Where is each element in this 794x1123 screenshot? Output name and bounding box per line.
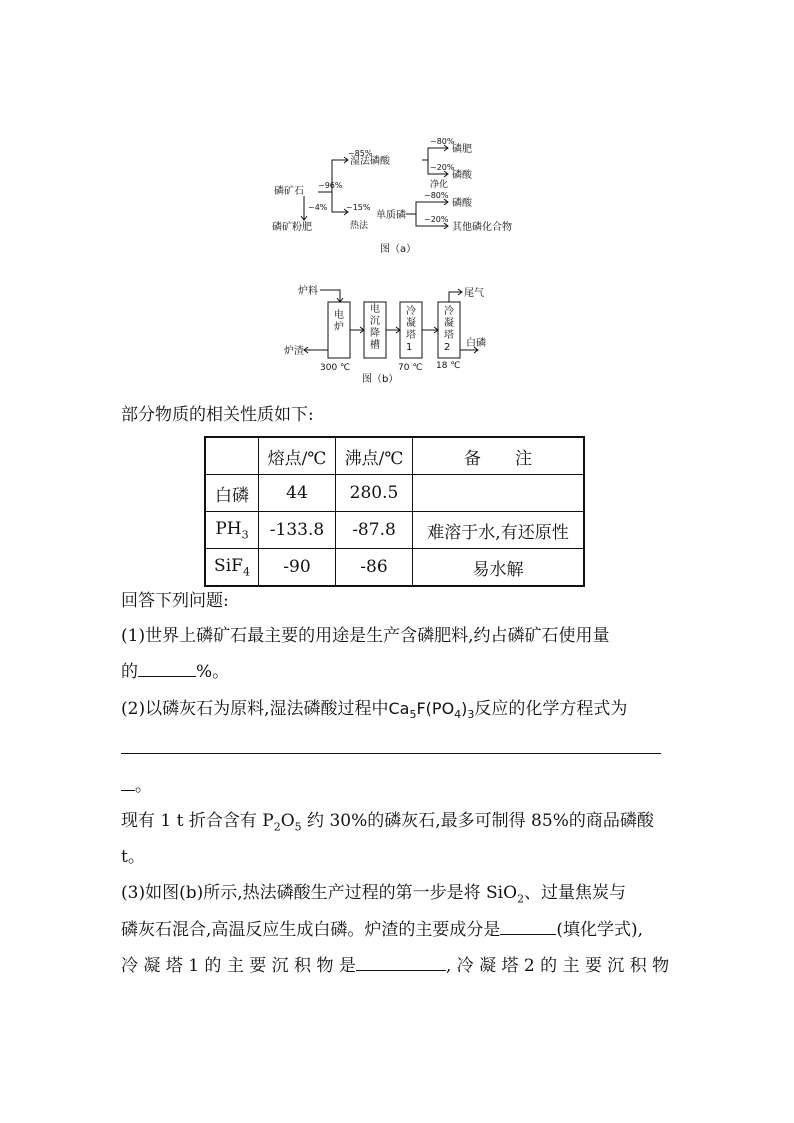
fig-a-wet-pct1: ~80% xyxy=(430,137,455,146)
table-row xyxy=(205,512,584,549)
q3-line-b xyxy=(121,918,643,941)
fig-b-tailgas: 尾气 xyxy=(464,288,484,299)
table-cell: SiF$_4$ xyxy=(205,549,259,587)
table-cell: 280.5 xyxy=(336,475,413,512)
q2-answer-line[interactable] xyxy=(121,753,661,754)
fig-a-pct-thermal: ~15% xyxy=(346,203,371,212)
q2-end: 。 xyxy=(135,776,152,796)
q2-line-a xyxy=(121,698,627,726)
fig-a-wet-out2: 磷酸 xyxy=(452,170,472,181)
p2o5-formula: $P_2O_5$ xyxy=(262,811,302,834)
q1-answer-blank[interactable] xyxy=(138,660,196,677)
fig-a-pct-wet: ~85% xyxy=(348,149,373,158)
table-header-cell: 备 注 xyxy=(413,437,585,475)
fig-b-feed: 炉料 xyxy=(298,286,318,297)
table-cell xyxy=(413,475,585,512)
fig-a-wet-pct2: ~20% xyxy=(430,163,455,172)
q3-tower1-blank[interactable] xyxy=(356,954,446,971)
table-cell: -86 xyxy=(336,549,413,587)
fig-a-wet-out1: 磷肥 xyxy=(452,144,472,155)
table-header-cell xyxy=(205,437,259,475)
q1-post: %。 xyxy=(196,662,230,682)
fig-a-el-out2: 其他磷化合物 xyxy=(452,222,512,233)
table-row xyxy=(205,549,584,587)
fig-a-fertilizer: 磷矿粉肥 xyxy=(272,222,312,233)
fig-a-el-pct2: ~20% xyxy=(424,215,449,224)
table-cell: -133.8 xyxy=(259,512,336,549)
table-cell: 44 xyxy=(259,475,336,512)
fig-b-t2: 70 ℃ xyxy=(398,363,423,373)
q2-line-c xyxy=(121,810,654,838)
q1-line-a: (1)世界上磷矿石最主要的用途是生产含磷肥料,约占磷矿石使用量 xyxy=(121,626,610,646)
fig-a-el-out1: 磷酸 xyxy=(452,198,472,209)
fig-b-slag: 炉渣 xyxy=(284,346,304,357)
fig-a-wet: 湿法磷酸 xyxy=(350,156,390,167)
fig-a-pct-fertilizer: ~4% xyxy=(308,203,328,212)
fig-b-tower2: 冷凝塔 2 xyxy=(444,306,454,353)
q3c-pre: 冷 凝 塔 1 的 主 要 沉 积 物 是 xyxy=(121,956,356,976)
table-cell: -90 xyxy=(259,549,336,587)
q1-line-b xyxy=(121,660,229,683)
fig-a-el-pct1: ~80% xyxy=(424,191,449,200)
fig-b-settler: 电沉降槽 xyxy=(370,304,380,351)
q2-line-d: t。 xyxy=(121,847,145,867)
table-cell: -87.8 xyxy=(336,512,413,549)
q3a-pre: (3)如图(b)所示,热法磷酸生产过程的第一步是将 SiO xyxy=(121,883,518,903)
fig-b-t1: 300 ℃ xyxy=(320,363,351,373)
questions-header: 回答下列问题: xyxy=(121,591,229,611)
fig-a-thermal-label: 热法 xyxy=(350,221,369,231)
fig-b-caption: 图（b） xyxy=(362,374,399,385)
q3b-pre: 磷灰石混合,高温反应生成白磷。炉渣的主要成分是 xyxy=(121,920,501,940)
q3b-post: (填化学式), xyxy=(556,920,644,940)
figure-a-flowchart xyxy=(270,130,530,260)
q2-post: 反应的化学方程式为 xyxy=(474,699,628,719)
q1-pre: 的 xyxy=(121,662,138,682)
q3c-post: , 冷 凝 塔 2 的 主 要 沉 积 物 xyxy=(445,956,670,976)
properties-table xyxy=(204,436,585,587)
q2-formula: $Ca_5F(PO_4)_3$ xyxy=(388,699,475,722)
fig-a-elemental: 单质磷 xyxy=(376,210,406,221)
table-cell: $PH_3$ xyxy=(205,512,259,549)
q2c-post: 约 30%的磷灰石,最多可制得 85%的商品磷酸 xyxy=(301,811,654,831)
intro-text: 部分物质的相关性质如下: xyxy=(121,405,314,425)
fig-a-source: 磷矿石 xyxy=(274,186,304,197)
fig-a-pct-main: ~96% xyxy=(318,181,343,190)
q2-answer-tail[interactable] xyxy=(121,774,135,791)
q2-pre: (2)以磷灰石为原料,湿法磷酸过程中 xyxy=(121,699,389,719)
table-cell: 难溶于水,有还原性 xyxy=(413,512,585,549)
q2c-pre: 现有 1 t 折合含有 xyxy=(121,811,263,831)
q3-line-c xyxy=(121,954,669,977)
figure-b-process xyxy=(284,282,504,387)
q3a-post: 、过量焦炭与 xyxy=(524,883,627,903)
table-cell: 易水解 xyxy=(413,549,585,587)
table-header-cell: 沸点/℃ xyxy=(336,437,413,475)
q2-line-end xyxy=(121,774,152,797)
fig-a-caption: 图（a） xyxy=(380,244,417,255)
table-header-row xyxy=(205,437,584,475)
q3-line-a: (3)如图(b)所示,热法磷酸生产过程的第一步是将 SiO$_2$、过量焦炭与 xyxy=(121,883,627,906)
fig-b-t3: 18 ℃ xyxy=(436,361,461,371)
fig-b-furnace: 电炉 xyxy=(334,310,344,333)
table-cell: 白磷 xyxy=(205,475,259,512)
fig-b-tower1: 冷凝塔 1 xyxy=(406,306,416,353)
table-header-cell: 熔点/℃ xyxy=(259,437,336,475)
q3-slag-blank[interactable] xyxy=(500,918,556,935)
fig-a-purify: 净化 xyxy=(430,180,449,190)
fig-b-product: 白磷 xyxy=(466,338,486,349)
table-row xyxy=(205,475,584,512)
